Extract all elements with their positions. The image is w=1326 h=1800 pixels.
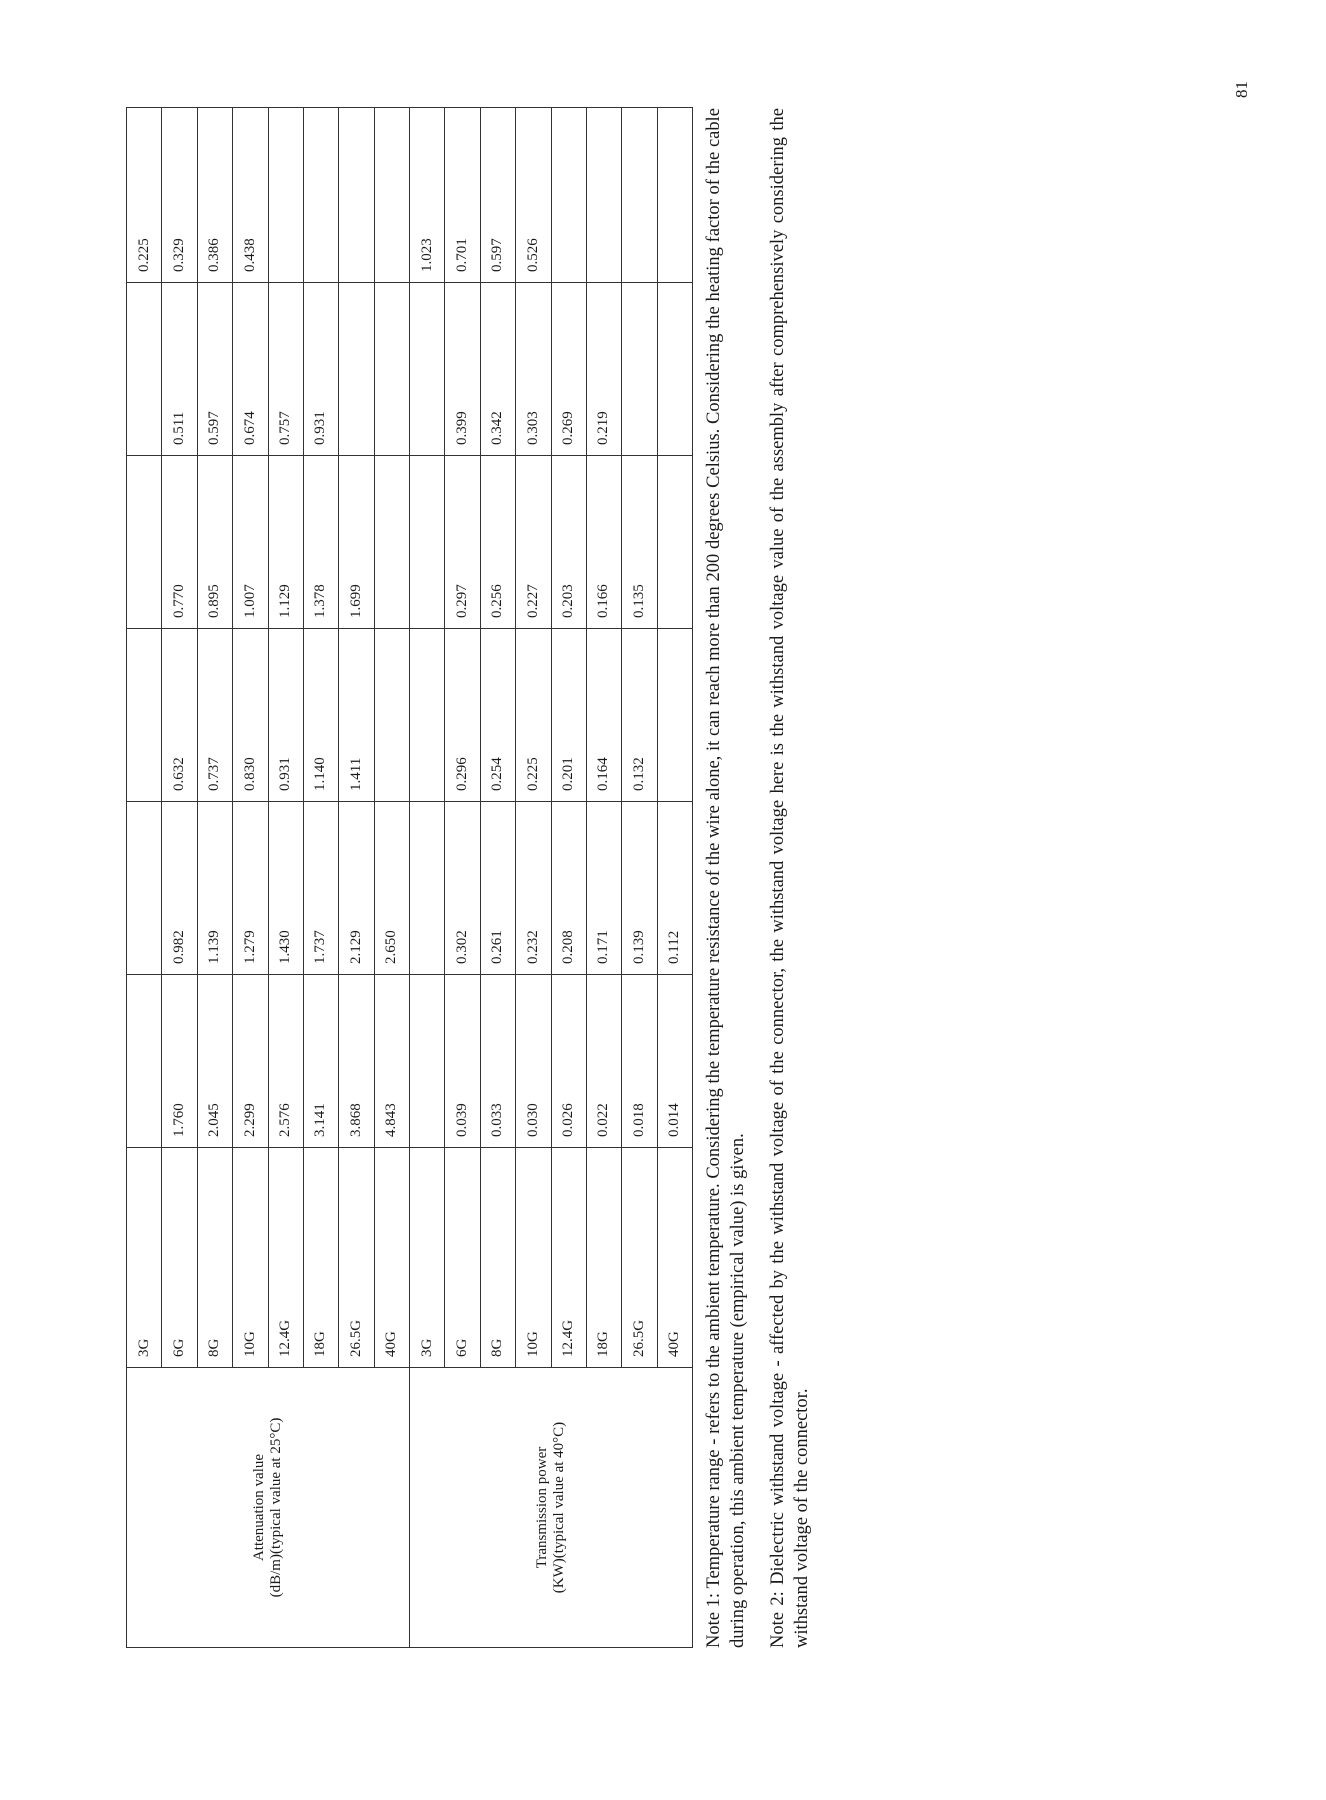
frequency-cell: 12.4G (551, 1148, 586, 1368)
value-cell (303, 108, 338, 283)
frequency-cell: 26.5G (339, 1148, 374, 1368)
frequency-cell: 3G (410, 1148, 445, 1368)
transmission-label-label-line2: (KW)(typical value at 40°C) (551, 1421, 567, 1594)
value-cell: 1.737 (303, 802, 338, 975)
value-cell: 3.868 (339, 975, 374, 1148)
value-cell: 4.843 (374, 975, 409, 1148)
value-cell: 0.171 (586, 802, 621, 975)
value-cell: 0.132 (622, 629, 657, 802)
notes (702, 108, 830, 1648)
attenuation-label-label-line1: Attenuation value (250, 1453, 267, 1562)
value-cell: 1.023 (410, 108, 445, 283)
value-cell: 0.526 (516, 108, 551, 283)
value-cell: 2.650 (374, 802, 409, 975)
value-cell: 0.632 (162, 629, 197, 802)
value-cell: 0.225 (516, 629, 551, 802)
value-cell: 0.022 (586, 975, 621, 1148)
value-cell (657, 283, 692, 456)
value-cell: 1.129 (268, 456, 303, 629)
table-body (127, 108, 693, 1648)
value-cell (410, 283, 445, 456)
value-cell: 2.045 (197, 975, 232, 1148)
value-cell: 1.140 (303, 629, 338, 802)
value-cell (410, 975, 445, 1148)
value-cell: 0.329 (162, 108, 197, 283)
value-cell: 0.208 (551, 802, 586, 975)
value-cell: 3.141 (303, 975, 338, 1148)
frequency-cell: 10G (516, 1148, 551, 1368)
value-cell: 0.232 (516, 802, 551, 975)
value-cell (127, 975, 162, 1148)
table-row (410, 108, 445, 1648)
frequency-cell: 3G (127, 1148, 162, 1368)
value-cell: 0.982 (162, 802, 197, 975)
value-cell (127, 629, 162, 802)
frequency-cell: 18G (303, 1148, 338, 1368)
transmission-label-label-line1: Transmission power (533, 1446, 550, 1569)
value-cell (127, 802, 162, 975)
value-cell: 1.411 (339, 629, 374, 802)
value-cell (339, 108, 374, 283)
frequency-cell: 40G (374, 1148, 409, 1368)
value-cell: 0.830 (233, 629, 268, 802)
value-cell (268, 108, 303, 283)
value-cell (374, 283, 409, 456)
frequency-cell: 18G (586, 1148, 621, 1368)
value-cell: 0.256 (480, 456, 515, 629)
value-cell: 0.219 (586, 283, 621, 456)
value-cell: 0.018 (622, 975, 657, 1148)
value-cell: 0.014 (657, 975, 692, 1148)
value-cell: 0.737 (197, 629, 232, 802)
value-cell: 0.931 (303, 283, 338, 456)
value-cell (657, 456, 692, 629)
frequency-cell: 8G (480, 1148, 515, 1368)
value-cell (127, 283, 162, 456)
value-cell (410, 802, 445, 975)
value-cell: 0.303 (516, 283, 551, 456)
value-cell: 0.296 (445, 629, 480, 802)
value-cell: 0.386 (197, 108, 232, 283)
value-cell: 0.269 (551, 283, 586, 456)
value-cell: 0.757 (268, 283, 303, 456)
frequency-cell: 8G (197, 1148, 232, 1368)
value-cell: 0.674 (233, 283, 268, 456)
value-cell (374, 629, 409, 802)
value-cell (374, 108, 409, 283)
value-cell: 0.597 (197, 283, 232, 456)
value-cell (586, 108, 621, 283)
note-1: Note 1: Temperature range - refers to the ambient temperature. Considering the temperature resistance of the wire alone, it can reach more than 200 degrees Celsius. Considering the heating factor of the cable during operation, this ambient temperature (empirical value) is given. (704, 108, 748, 1648)
frequency-cell: 6G (162, 1148, 197, 1368)
frequency-cell: 12.4G (268, 1148, 303, 1368)
value-cell: 0.302 (445, 802, 480, 975)
value-cell: 1.378 (303, 456, 338, 629)
page-number: 81 (1232, 81, 1251, 98)
value-cell: 1.430 (268, 802, 303, 975)
value-cell (657, 108, 692, 283)
spec-table (126, 107, 693, 1648)
value-cell: 0.770 (162, 456, 197, 629)
value-cell (127, 456, 162, 629)
table-row (127, 108, 162, 1648)
value-cell: 1.139 (197, 802, 232, 975)
value-cell: 0.139 (622, 802, 657, 975)
value-cell: 0.203 (551, 456, 586, 629)
value-cell: 0.931 (268, 629, 303, 802)
value-cell: 1.007 (233, 456, 268, 629)
transmission-group-label (410, 1368, 693, 1648)
value-cell (622, 283, 657, 456)
value-cell: 0.261 (480, 802, 515, 975)
frequency-cell: 10G (233, 1148, 268, 1368)
value-cell: 2.129 (339, 802, 374, 975)
value-cell (657, 629, 692, 802)
frequency-cell: 6G (445, 1148, 480, 1368)
value-cell (339, 283, 374, 456)
value-cell: 1.279 (233, 802, 268, 975)
value-cell: 0.033 (480, 975, 515, 1148)
value-cell: 0.166 (586, 456, 621, 629)
value-cell: 0.297 (445, 456, 480, 629)
value-cell (551, 108, 586, 283)
value-cell: 0.597 (480, 108, 515, 283)
value-cell: 1.699 (339, 456, 374, 629)
value-cell (622, 108, 657, 283)
value-cell: 0.254 (480, 629, 515, 802)
value-cell: 2.576 (268, 975, 303, 1148)
note-2: Note 2: Dielectric withstand voltage - affected by the withstand voltage of the connector, the withstand voltage here is the withstand voltage value of the assembly after comprehensively considering the withstand voltage of the connector. (768, 108, 812, 1648)
value-cell (374, 456, 409, 629)
value-cell (410, 456, 445, 629)
attenuation-group-label (127, 1368, 410, 1648)
attenuation-label-label-line2: (dB/m)(typical value at 25°C) (268, 1417, 284, 1598)
value-cell: 0.895 (197, 456, 232, 629)
value-cell: 0.225 (127, 108, 162, 283)
frequency-cell: 40G (657, 1148, 692, 1368)
value-cell: 2.299 (233, 975, 268, 1148)
frequency-cell: 26.5G (622, 1148, 657, 1368)
value-cell: 0.030 (516, 975, 551, 1148)
value-cell: 0.399 (445, 283, 480, 456)
value-cell: 0.701 (445, 108, 480, 283)
value-cell: 0.227 (516, 456, 551, 629)
value-cell: 0.112 (657, 802, 692, 975)
value-cell: 0.438 (233, 108, 268, 283)
value-cell: 0.026 (551, 975, 586, 1148)
value-cell: 0.164 (586, 629, 621, 802)
value-cell: 1.760 (162, 975, 197, 1148)
value-cell: 0.135 (622, 456, 657, 629)
value-cell: 0.039 (445, 975, 480, 1148)
value-cell: 0.511 (162, 283, 197, 456)
value-cell: 0.342 (480, 283, 515, 456)
value-cell (410, 629, 445, 802)
value-cell: 0.201 (551, 629, 586, 802)
